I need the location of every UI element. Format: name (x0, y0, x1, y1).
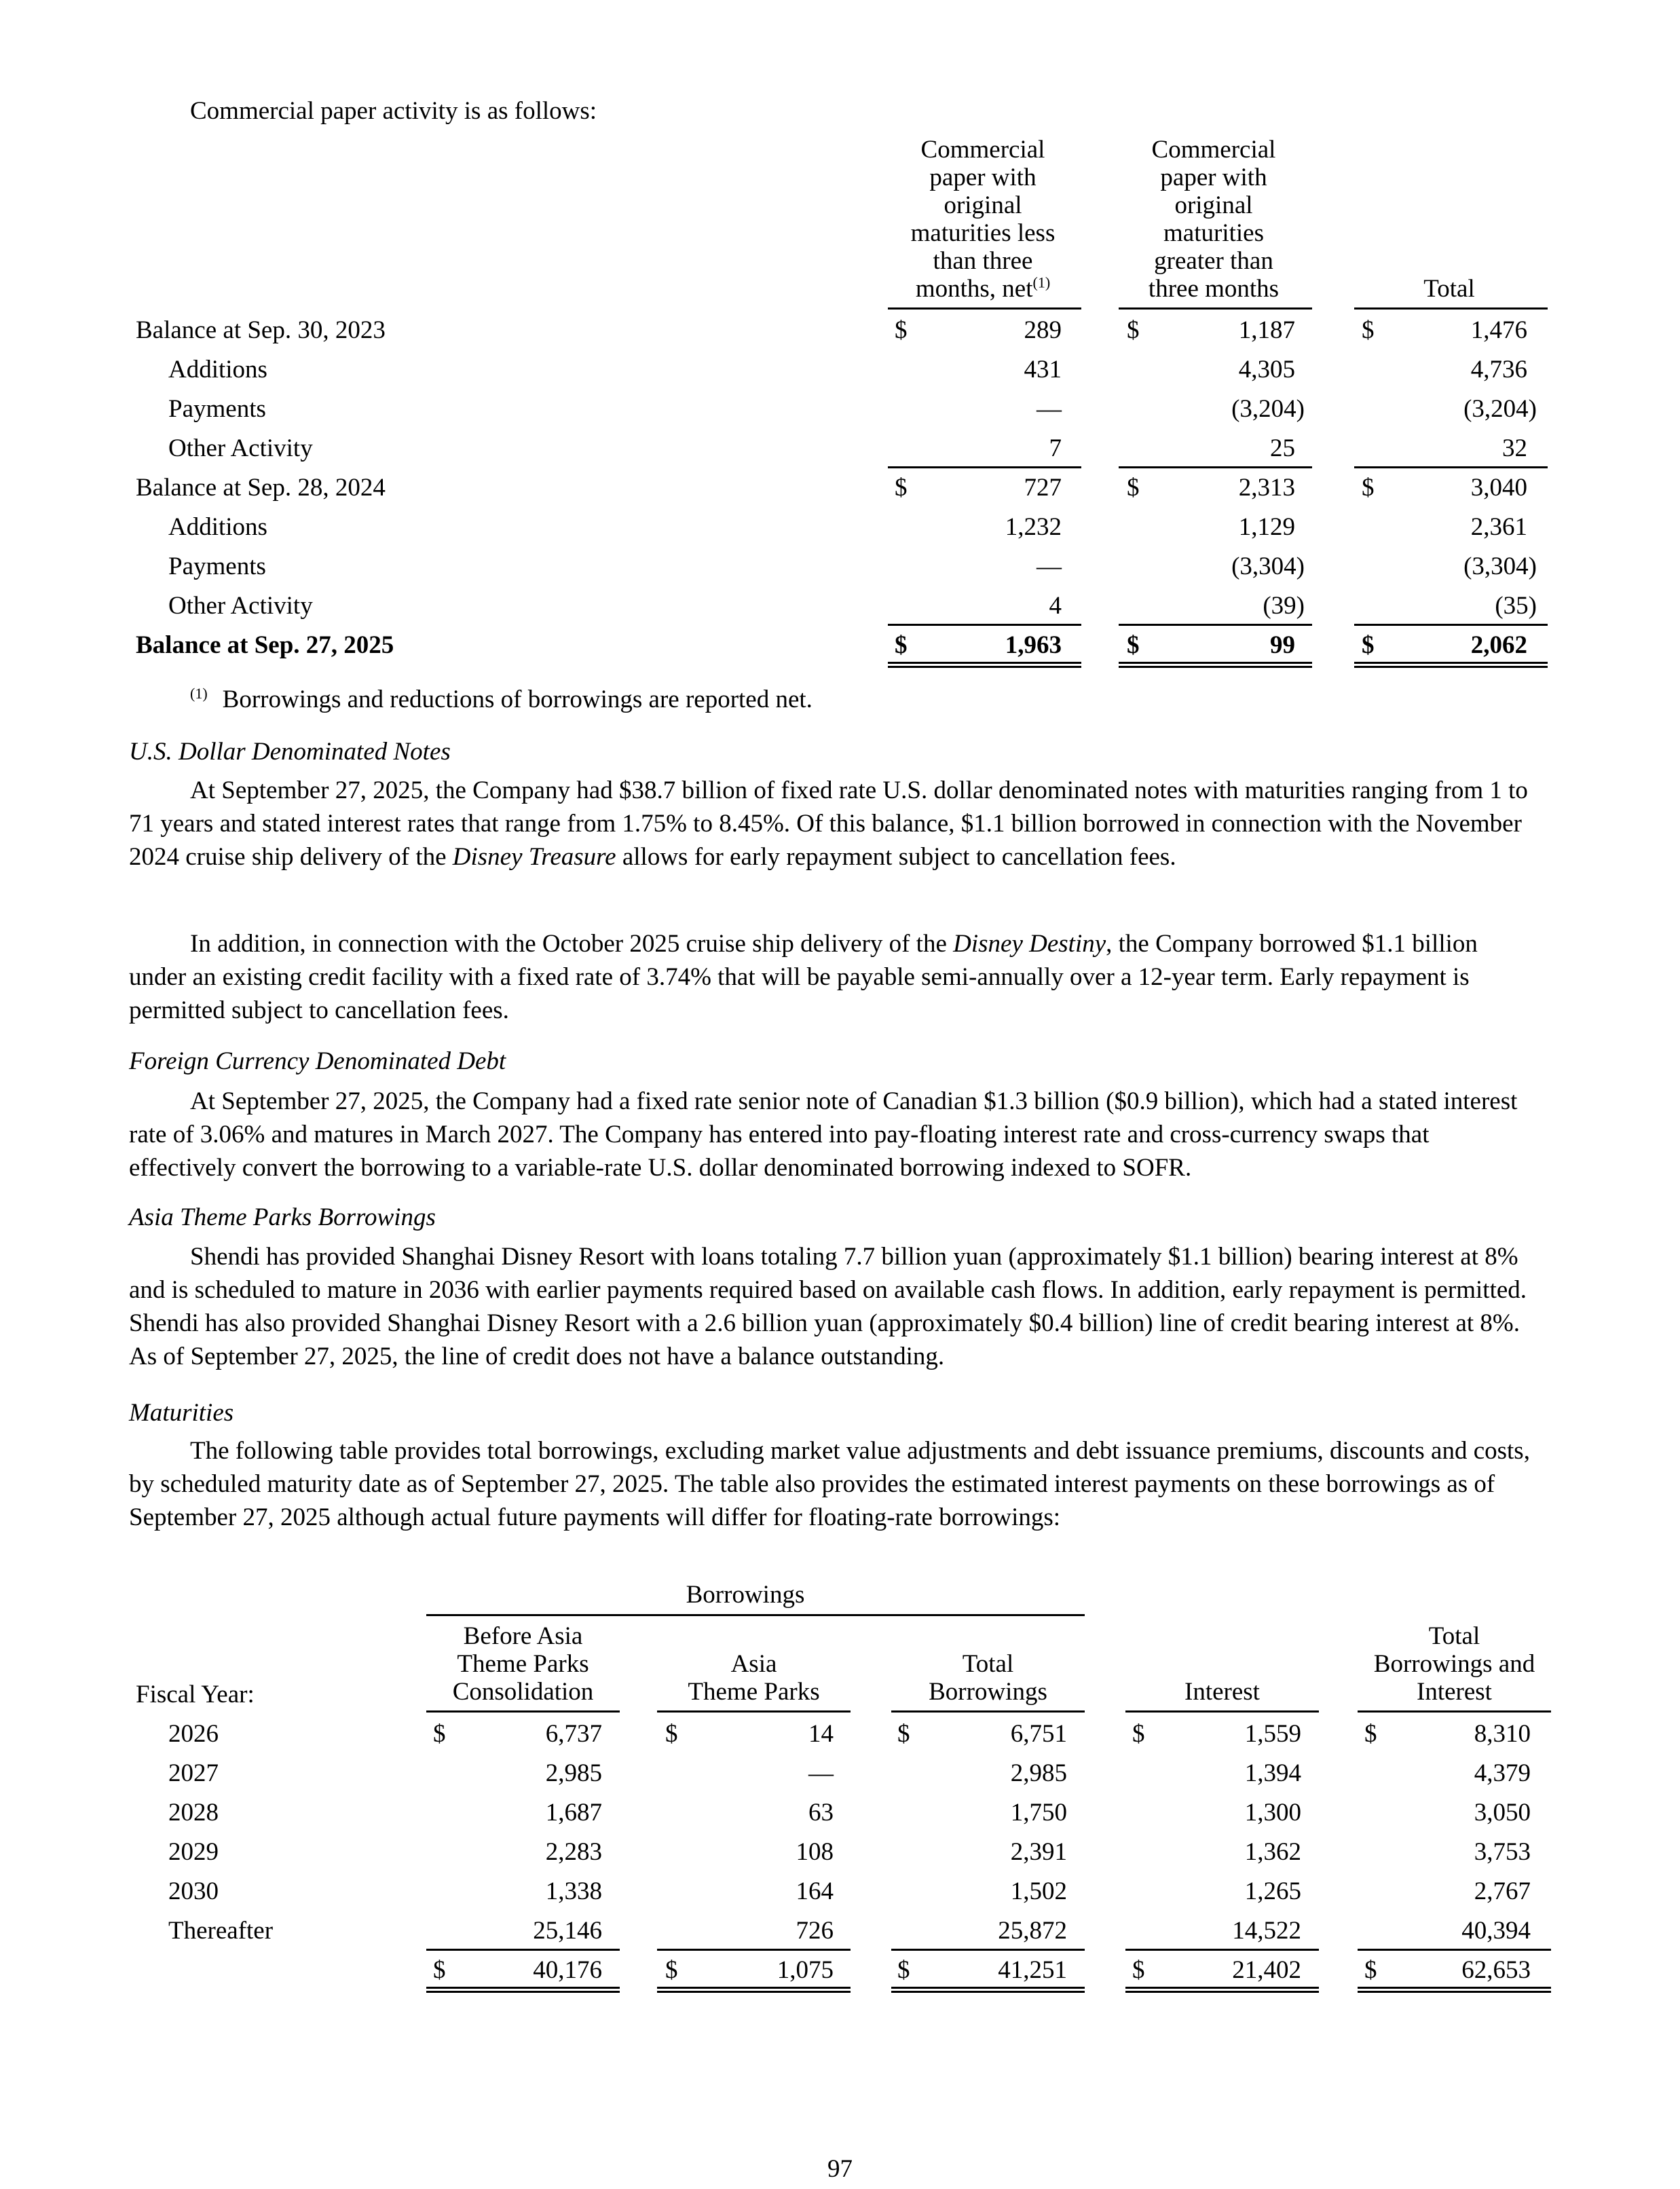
table-cell: 1,075 (777, 1956, 834, 1984)
header-rule (657, 1710, 851, 1713)
header-line: Theme Parks (688, 1678, 820, 1706)
row-label: Additions (168, 356, 267, 383)
table-cell: 727 (1024, 474, 1062, 502)
table-cell: (3,304) (1463, 553, 1537, 580)
table-cell: 1,232 (1005, 513, 1062, 541)
table-cell: 25,872 (998, 1917, 1067, 1945)
table-cell: 431 (1024, 356, 1062, 383)
table-cell: 1,338 (545, 1877, 602, 1905)
table-cell: 2,062 (1470, 631, 1527, 659)
header-line: maturities (1163, 219, 1264, 247)
table-cell: (3,204) (1231, 395, 1305, 423)
table-cell: 3,050 (1474, 1799, 1531, 1827)
table-cell: 25,146 (533, 1917, 602, 1945)
header-line (888, 275, 1078, 303)
cp-col3-header: Total (1423, 275, 1475, 303)
row-label: 2026 (168, 1720, 219, 1748)
currency-sign: $ (1364, 1720, 1377, 1748)
header-line: greater than (1154, 247, 1273, 275)
header-line: Interest (1417, 1678, 1492, 1706)
header-rule (1354, 307, 1548, 310)
table-cell: 3,753 (1474, 1838, 1531, 1866)
section-heading-usd-notes: U.S. Dollar Denominated Notes (129, 738, 451, 766)
row-label: 2030 (168, 1877, 219, 1905)
total-rule (657, 1949, 851, 1951)
currency-sign: $ (665, 1720, 678, 1748)
table-cell: 164 (796, 1877, 834, 1905)
paragraph-text: allows for early repayment subject to cancellation fees. (616, 843, 1176, 871)
double-rule (657, 1987, 851, 1993)
header-text: months, net (915, 275, 1033, 303)
table-cell: 6,737 (545, 1720, 602, 1748)
table-cell: 1,476 (1470, 316, 1527, 344)
double-rule (891, 1987, 1085, 1993)
currency-sign: $ (1132, 1720, 1145, 1748)
paragraph-usd-notes-2 (129, 927, 1541, 1027)
row-label: Payments (168, 553, 266, 580)
table-cell: 32 (1502, 434, 1527, 462)
table-cell: 289 (1024, 316, 1062, 344)
double-rule (1119, 662, 1312, 668)
table-cell: (35) (1495, 592, 1537, 620)
table-cell: — (1037, 553, 1062, 580)
row-label: Payments (168, 395, 266, 423)
group-header-rule (426, 1614, 1085, 1616)
table-cell: 1,687 (545, 1799, 602, 1827)
table-cell: 62,653 (1461, 1956, 1531, 1984)
mat-col4-header (1125, 1678, 1319, 1706)
currency-sign: $ (1127, 474, 1140, 502)
total-rule (1119, 624, 1312, 626)
header-rule (426, 1710, 620, 1713)
cp-col2-header (1119, 136, 1309, 303)
table-cell: 4 (1049, 592, 1062, 620)
table-cell: 4,736 (1470, 356, 1527, 383)
subtotal-rule (1354, 466, 1548, 468)
double-rule (1358, 1987, 1551, 1993)
currency-sign: $ (1127, 631, 1140, 659)
table-cell: 4,379 (1474, 1759, 1531, 1787)
row-label: Balance at Sep. 28, 2024 (136, 474, 386, 502)
header-line: Theme Parks (457, 1650, 589, 1678)
row-label: Balance at Sep. 30, 2023 (136, 316, 386, 344)
table-footnote (190, 684, 813, 716)
header-line: Commercial (1151, 136, 1276, 164)
currency-sign: $ (1362, 474, 1375, 502)
total-rule (426, 1949, 620, 1951)
currency-sign: $ (433, 1956, 446, 1984)
header-line: Before Asia (463, 1622, 583, 1650)
mat-col3-header (891, 1650, 1085, 1706)
table-cell: 7 (1049, 434, 1062, 462)
table-cell: 2,985 (545, 1759, 602, 1787)
table-cell: 4,305 (1238, 356, 1295, 383)
currency-sign: $ (1132, 1956, 1145, 1984)
header-line: Borrowings (929, 1678, 1047, 1706)
table-cell: (3,204) (1463, 395, 1537, 423)
double-rule (426, 1987, 620, 1993)
section-heading-foreign-currency: Foreign Currency Denominated Debt (129, 1047, 506, 1075)
total-rule (888, 624, 1081, 626)
footnote-text: Borrowings and reductions of borrowings are reported net. (222, 686, 813, 713)
table-cell: 1,187 (1238, 316, 1295, 344)
table-cell: 14 (808, 1720, 834, 1748)
header-line: Borrowings and (1373, 1650, 1535, 1678)
table-cell: 40,394 (1461, 1917, 1531, 1945)
table-cell: 2,985 (1010, 1759, 1067, 1787)
table-cell: 1,750 (1010, 1799, 1067, 1827)
header-rule (891, 1710, 1085, 1713)
row-label: 2029 (168, 1838, 219, 1866)
header-line: Total (1428, 1622, 1480, 1650)
paragraph-text: At September 27, 2025, the Company had $38.7 billion of fixed rate U.S. dollar denominated notes with maturities ranging from 1 to 71 years and stated interest rates that range from 1.75% to 8.45%. Of this balance, $1.1 billion borrowed in connection with the November 2024 cruise ship delivery of the (129, 777, 1528, 871)
ship-name: Disney Treasure (452, 843, 616, 871)
total-rule (1125, 1949, 1319, 1951)
paragraph-usd-notes-1 (129, 774, 1541, 874)
table-cell: — (808, 1759, 834, 1787)
header-line: Asia (730, 1650, 777, 1678)
section-heading-asia-theme-parks: Asia Theme Parks Borrowings (129, 1203, 436, 1231)
table-cell: 108 (796, 1838, 834, 1866)
table-cell: 2,767 (1474, 1877, 1531, 1905)
currency-sign: $ (1362, 316, 1375, 344)
header-line: Commercial (920, 136, 1045, 164)
table-cell: 2,361 (1470, 513, 1527, 541)
header-rule (1119, 307, 1312, 310)
double-rule (1354, 662, 1548, 668)
mat-col1-header (426, 1622, 620, 1706)
table-cell: (39) (1263, 592, 1305, 620)
total-rule (1354, 624, 1548, 626)
row-label: 2028 (168, 1799, 219, 1827)
header-line: paper with (929, 164, 1037, 191)
table-cell: 1,265 (1244, 1877, 1301, 1905)
table-cell: 3,040 (1470, 474, 1527, 502)
header-line: Consolidation (452, 1678, 594, 1706)
table-cell: 726 (796, 1917, 834, 1945)
paragraph-text: In addition, in connection with the October 2025 cruise ship delivery of the (190, 930, 954, 958)
header-line: than three (933, 247, 1033, 275)
row-label: Other Activity (168, 434, 313, 462)
table-cell: 6,751 (1010, 1720, 1067, 1748)
mat-col2-header (657, 1650, 851, 1706)
table-cell: 63 (808, 1799, 834, 1827)
header-line: original (944, 191, 1022, 219)
total-rule (891, 1949, 1085, 1951)
ship-name: Disney Destiny (953, 930, 1106, 958)
table-cell: 21,402 (1232, 1956, 1301, 1984)
paragraph-asia-theme-parks: Shendi has provided Shanghai Disney Resort with loans totaling 7.7 billion yuan (approximately $1.1 billion) bearing interest at 8% and is scheduled to mature in 2036 with earlier payments required based on available cash flows. In addition, early repayment is permitted. Shendi has also provided Shanghai Disney Resort with a 2.6 billion yuan (approximately $0.4 billion) line of credit bearing interest at 8%. As of September 27, 2025, the line of credit does not have a balance outstanding. (129, 1243, 1527, 1370)
section-heading-maturities: Maturities (129, 1399, 234, 1427)
row-label: Additions (168, 513, 267, 541)
table-cell: — (1037, 395, 1062, 423)
table-cell: 1,394 (1244, 1759, 1301, 1787)
subtotal-rule (888, 466, 1081, 468)
header-line: paper with (1160, 164, 1267, 191)
header-line: Interest (1184, 1678, 1260, 1706)
intro-text: Commercial paper activity is as follows: (190, 97, 597, 125)
table-cell: 8,310 (1474, 1720, 1531, 1748)
table-cell: 41,251 (998, 1956, 1067, 1984)
mat-col5-header (1358, 1622, 1551, 1706)
group-header-borrowings: Borrowings (686, 1581, 805, 1609)
paragraph-maturities: The following table provides total borrowings, excluding market value adjustments and debt issuance premiums, discounts and costs, by scheduled maturity date as of September 27, 2025. The table also provides the estimated interest payments on these borrowings as of September 27, 2025 although actual future payments will differ for floating-rate borrowings: (129, 1437, 1530, 1531)
footnote-mark: (1) (190, 684, 208, 702)
footnote-ref: (1) (1032, 274, 1051, 291)
double-rule (1125, 1987, 1319, 1993)
table-cell: (3,304) (1231, 553, 1305, 580)
row-label: Balance at Sep. 27, 2025 (136, 631, 394, 659)
currency-sign: $ (1362, 631, 1375, 659)
header-rule (1125, 1710, 1319, 1713)
double-rule (888, 662, 1081, 668)
table-cell: 1,559 (1244, 1720, 1301, 1748)
header-line: original (1174, 191, 1253, 219)
table-cell: 1,129 (1238, 513, 1295, 541)
row-label: Thereafter (168, 1917, 274, 1945)
currency-sign: $ (1364, 1956, 1377, 1984)
table-cell: 2,391 (1010, 1838, 1067, 1866)
row-label: Other Activity (168, 592, 313, 620)
currency-sign: $ (1127, 316, 1140, 344)
currency-sign: $ (895, 631, 908, 659)
table-cell: 2,283 (545, 1838, 602, 1866)
fiscal-year-header: Fiscal Year: (136, 1681, 255, 1708)
currency-sign: $ (895, 474, 908, 502)
row-label: 2027 (168, 1759, 219, 1787)
subtotal-rule (1119, 466, 1312, 468)
table-cell: 1,963 (1005, 631, 1062, 659)
cp-col1-header (888, 136, 1078, 303)
header-line: maturities less (910, 219, 1056, 247)
table-cell: 2,313 (1238, 474, 1295, 502)
table-cell: 14,522 (1232, 1917, 1301, 1945)
table-cell: 1,362 (1244, 1838, 1301, 1866)
currency-sign: $ (897, 1956, 910, 1984)
table-cell: 99 (1270, 631, 1295, 659)
table-cell: 40,176 (533, 1956, 602, 1984)
table-cell: 1,300 (1244, 1799, 1301, 1827)
total-rule (1358, 1949, 1551, 1951)
currency-sign: $ (433, 1720, 446, 1748)
paragraph-text: , the Company borrowed $1.1 billion under an existing credit facility with a fixed rate of 3.74% that will be payable semi-annually over a 12-year term. Early repayment is permitted subject to cancellation fees. (129, 930, 1478, 1024)
paragraph-foreign-currency: At September 27, 2025, the Company had a fixed rate senior note of Canadian $1.3 billion ($0.9 billion), which had a stated interest rate of 3.06% and matures in March 2027. The Company has entered into pay-floating interest rate and cross-currency swaps that effectively convert the borrowing to a variable-rate U.S. dollar denominated borrowing indexed to SOFR. (129, 1087, 1518, 1182)
table-cell: 25 (1270, 434, 1295, 462)
page-number: 97 (827, 2155, 853, 2183)
currency-sign: $ (897, 1720, 910, 1748)
header-line: three months (1148, 275, 1280, 303)
header-rule (888, 307, 1081, 310)
header-rule (1358, 1710, 1551, 1713)
currency-sign: $ (895, 316, 908, 344)
header-line: Total (962, 1650, 1014, 1678)
currency-sign: $ (665, 1956, 678, 1984)
table-cell: 1,502 (1010, 1877, 1067, 1905)
